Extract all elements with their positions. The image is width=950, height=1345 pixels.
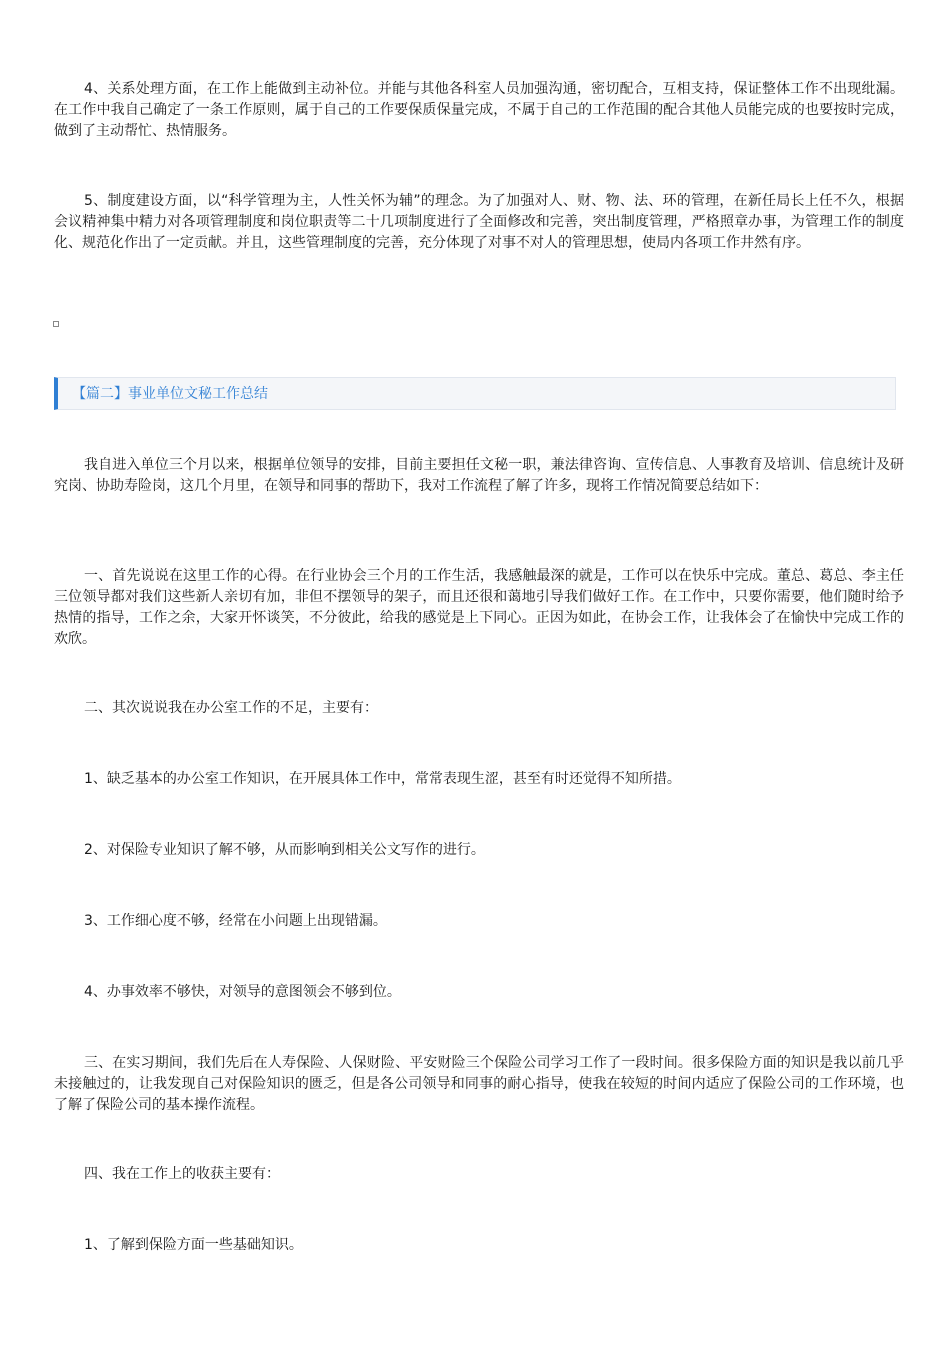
shortcoming-item-4: 4、办事效率不够快，对领导的意图领会不够到位。	[84, 984, 401, 1000]
paragraph-system-building: 5、制度建设方面，以“科学管理为主，人性关怀为辅”的理念。为了加强对人、财、物、法、环的管理，在新任局长上任不久，根据会议精神集中精力对各项管理制度和岗位职责等二十几项制度进行了全面修改和完善，突出制度管理，严格照章办事，为管理工作的制度化、规范化作出了一定贡献。并且，这些管理制度的完善，充分体现了对事不对人的管理思想，使局内各项工作井然有序。	[54, 193, 904, 251]
paragraph-third-internship: 三、在实习期间，我们先后在人寿保险、人保财险、平安财险三个保险公司学习工作了一段时间。很多保险方面的知识是我以前几乎未接触过的，让我发现自己对保险知识的匮乏，但是各公司领导和同事的耐心指导，使我在较短的时间内适应了保险公司的工作环境，也了解了保险公司的基本操作流程。	[54, 1055, 904, 1113]
paragraph-second-shortcomings: 二、其次说说我在办公室工作的不足，主要有：	[84, 700, 378, 716]
gain-item-1: 1、了解到保险方面一些基础知识。	[84, 1237, 303, 1253]
paragraph-first-insights: 一、首先说说在这里工作的心得。在行业协会三个月的工作生活，我感触最深的就是，工作可以在快乐中完成。董总、葛总、李主任三位领导都对我们这些新人亲切有加，非但不摆领导的架子，而且还很和蔼地引导我们做好工作。在工作中，只要你需要，他们随时给予热情的指导，工作之余，大家开怀谈笑，不分彼此，给我的感觉是上下同心。正因为如此，在协会工作，让我体会了在愉快中完成工作的欢欣。	[54, 568, 904, 647]
paragraph-fourth-gains: 四、我在工作上的收获主要有：	[84, 1166, 280, 1182]
section-title: 【篇二】事业单位文秘工作总结	[72, 386, 268, 402]
section-header	[54, 377, 896, 410]
paragraph-relations: 4、关系处理方面，在工作上能做到主动补位。并能与其他各科室人员加强沟通，密切配合，互相支持，保证整体工作不出现纰漏。在工作中我自己确定了一条工作原则，属于自己的工作要保质保量完成，不属于自己的工作范围的配合其他人员能完成的也要按时完成，做到了主动帮忙、热情服务。	[54, 81, 904, 139]
paragraph-intro: 我自进入单位三个月以来，根据单位领导的安排，目前主要担任文秘一职，兼法律咨询、宣传信息、人事教育及培训、信息统计及研究岗、协助寿险岗，这几个月里，在领导和同事的帮助下，我对工作流程了解了许多，现将工作情况简要总结如下：	[54, 457, 904, 494]
small-square-icon	[53, 321, 59, 327]
shortcoming-item-3: 3、工作细心度不够，经常在小问题上出现错漏。	[84, 913, 387, 929]
shortcoming-item-2: 2、对保险专业知识了解不够，从而影响到相关公文写作的进行。	[84, 842, 485, 858]
shortcoming-item-1: 1、缺乏基本的办公室工作知识，在开展具体工作中，常常表现生涩，甚至有时还觉得不知所措。	[84, 771, 681, 787]
